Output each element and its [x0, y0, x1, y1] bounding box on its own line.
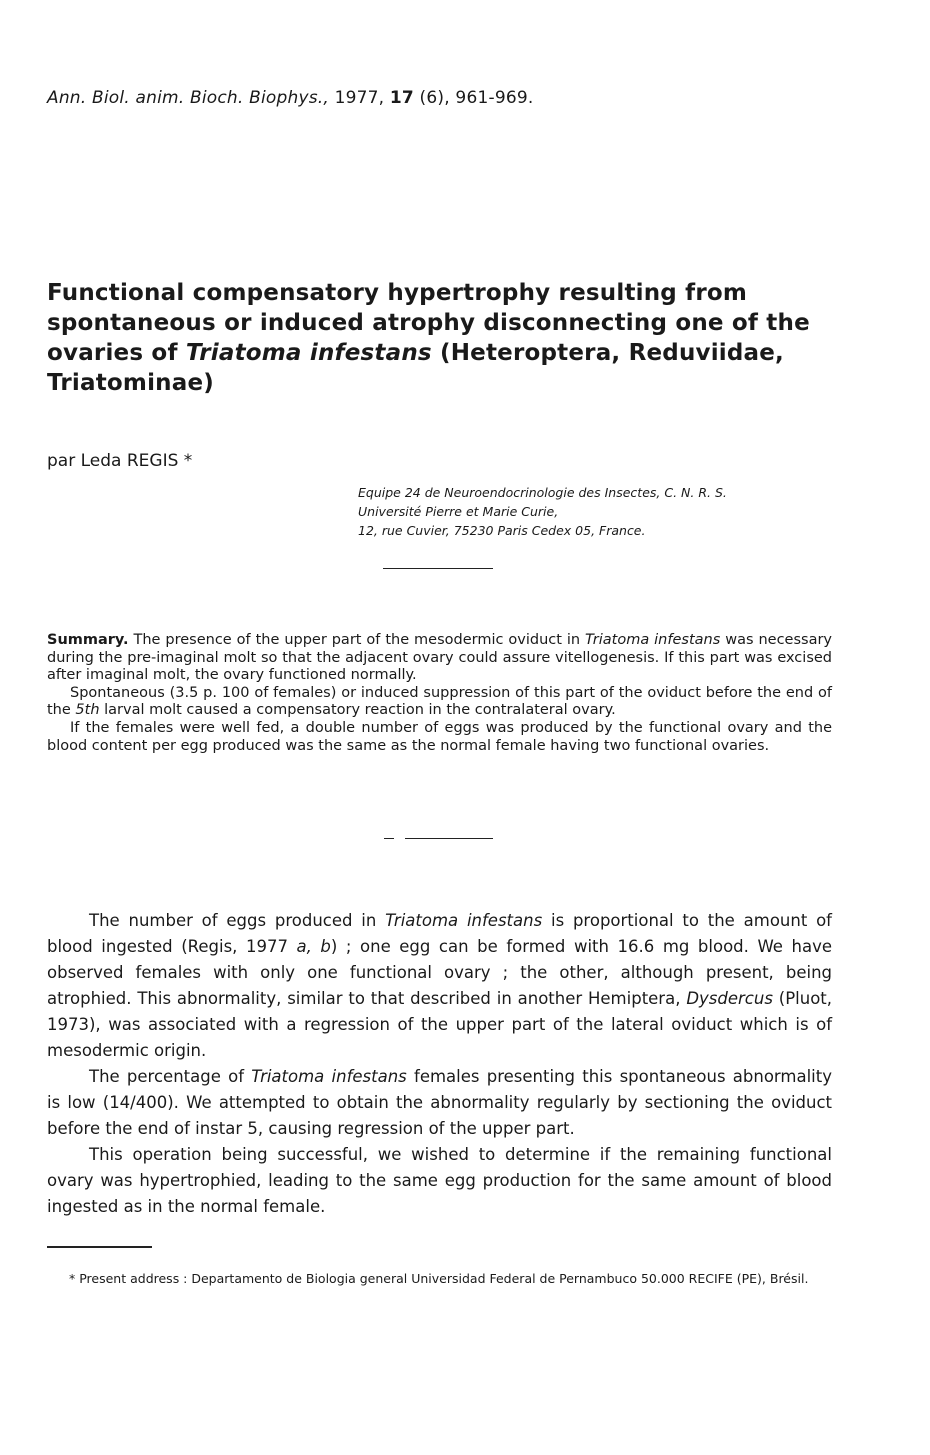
summary-p1-text-b: was necessary during the pre-imaginal molt so that the adjacent ovary could assure vitellogenesis. If this part was excised after imaginal molt, the ovary functioned normally. — [47, 632, 832, 684]
title-part-2: (Heteroptera, Reduviidae, Triatominae) — [47, 340, 784, 396]
summary-label: Summary. — [47, 632, 129, 648]
journal-issue-pages: (6), 961-969. — [419, 88, 534, 108]
footnote-rule — [47, 1246, 152, 1248]
summary-section — [47, 632, 832, 755]
summary-p2-italic: 5th — [75, 702, 100, 719]
body-p1-genus: Dysdercus — [686, 989, 773, 1008]
summary-separator-dash — [384, 838, 394, 839]
summary-paragraph-2 — [47, 685, 832, 720]
summary-paragraph-3: If the females were well fed, a double number of eggs was produced by the functional ovary and the blood content per egg produced was the same as the normal female having two functional ovaries. — [47, 719, 832, 754]
body-p1-species: Triatoma infestans — [385, 911, 543, 930]
affiliation-line-2: Université Pierre et Marie Curie, — [358, 504, 559, 519]
affiliation-line-3: 12, rue Cuvier, 75230 Paris Cedex 05, France. — [358, 523, 646, 538]
body-paragraph-3: This operation being successful, we wished to determine if the remaining functional ovary was hypertrophied, leading to the same egg production for the same amount of blood ingested as in the normal female. — [47, 1145, 832, 1216]
journal-name: Ann. Biol. anim. Bioch. Biophys., — [47, 88, 329, 108]
body-paragraph-2 — [47, 1064, 832, 1142]
summary-paragraph-1 — [47, 632, 832, 685]
journal-year: 1977, — [334, 88, 385, 108]
body-p1-text-b: is proportional to the amount of blood ingested (Regis, 1977 — [47, 911, 832, 956]
body-text — [47, 908, 832, 1220]
summary-separator-rule — [405, 838, 493, 839]
body-p1-text-d: (Pluot, 1973), was associated with a regression of the upper part of the lateral oviduct which is of mesodermic origin. — [47, 989, 833, 1060]
summary-p2-text-b: larval molt caused a compensatory reaction in the contralateral ovary. — [99, 702, 616, 719]
affiliation-block — [358, 483, 727, 540]
footnote: * Present address : Departamento de Biologia general Universidad Federal de Pernambuco 50.000 RECIFE (PE), Brésil. — [69, 1271, 809, 1286]
summary-p1-species: Triatoma infestans — [585, 632, 721, 648]
title-part-1: Functional compensatory hypertrophy resulting from spontaneous or induced atrophy disconnecting one of the ovaries of — [47, 280, 810, 366]
article-title — [47, 278, 867, 398]
title-species: Triatoma infestans — [185, 340, 432, 366]
affiliation-line-1: Equipe 24 de Neuroendocrinologie des Insectes, C. N. R. S. — [358, 485, 727, 500]
summary-p1-text-a: The presence of the upper part of the mesodermic oviduct in — [128, 632, 586, 648]
body-p2-text-a: The percentage of — [89, 1067, 252, 1086]
body-p2-species: Triatoma infestans — [251, 1067, 407, 1086]
body-p2-text-b: females presenting this spontaneous abnormality is low (14/400). We attempted to obtain the abnormality regularly by sectioning the oviduct before the end of instar 5, causing regression of the upper part. — [47, 1067, 832, 1138]
summary-p2-text-a: Spontaneous (3.5 p. 100 of females) or induced suppression of this part of the oviduct before the end of the — [47, 684, 832, 719]
author-line: par Leda REGIS * — [47, 451, 193, 471]
header-separator-rule — [383, 568, 493, 569]
journal-volume: 17 — [389, 88, 414, 108]
body-p1-ref-letters: a, b — [296, 937, 331, 956]
body-paragraph-1 — [47, 908, 832, 1064]
body-p1-text-c: ) ; one egg can be formed with 16.6 mg blood. We have observed females with only one functional ovary ; the other, although present, being atrophied. This abnormality, similar to that described in another Hemiptera, — [47, 937, 832, 1008]
journal-citation — [47, 88, 533, 108]
body-p1-text-a: The number of eggs produced in — [89, 911, 386, 930]
